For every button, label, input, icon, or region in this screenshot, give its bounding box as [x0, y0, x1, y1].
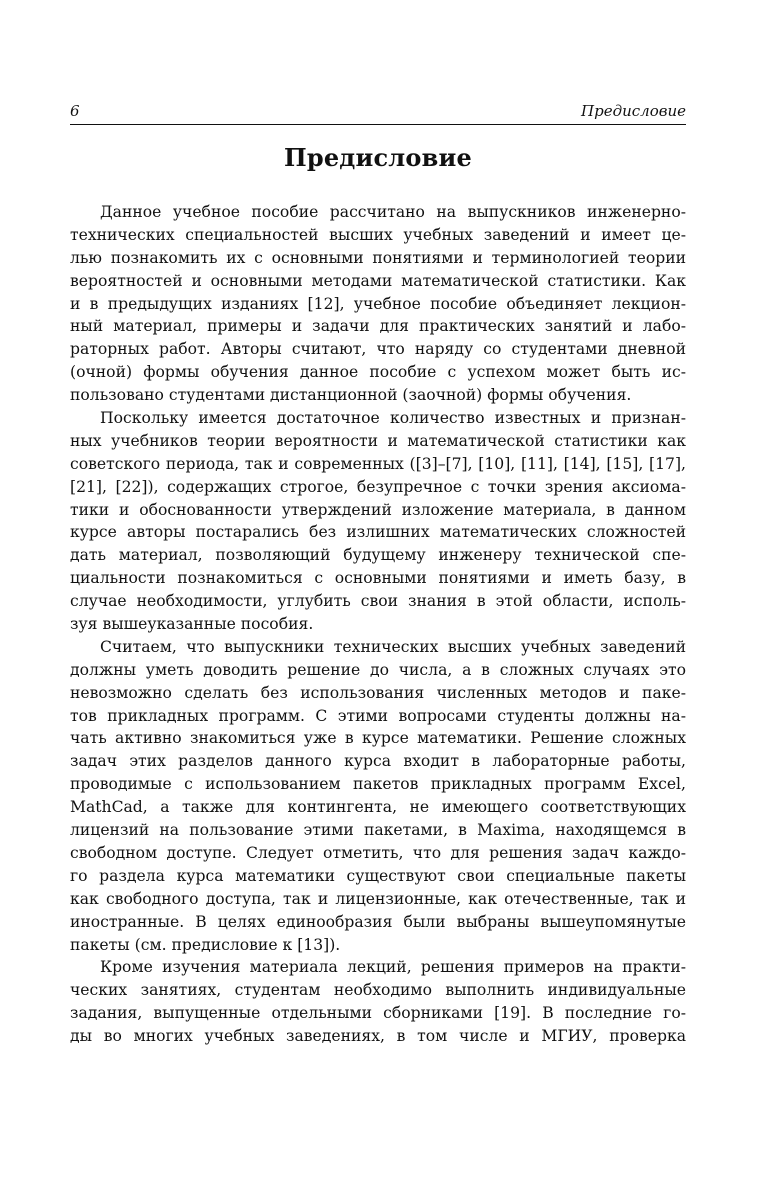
text-line: как свободного доступа, так и лицензионные, как отечественные, так и: [70, 889, 686, 908]
text-line: Поскольку имеется достаточное количество известных и признан-: [100, 409, 686, 428]
text-line: ный материал, примеры и задачи для практических занятий и лабо-: [70, 317, 686, 336]
text-line: чать активно знакомиться уже в курсе математики. Решение сложных: [70, 729, 686, 748]
page-number: 6: [70, 102, 80, 120]
text-line: го раздела курса математики существуют свои специальные пакеты: [70, 866, 686, 885]
paragraph: [70, 636, 686, 956]
text-line: должны уметь доводить решение до числа, а в сложных случаях это: [70, 660, 686, 679]
text-line: MathCad, а также для контингента, не имеющего соответствующих: [70, 798, 686, 817]
text-line: задания, выпущенные отдельными сборниками [19]. В последние го-: [70, 1004, 686, 1023]
text-line: проводимые с использованием пакетов прикладных программ Excel,: [70, 775, 686, 794]
paragraph: [70, 956, 686, 1048]
text-line: случае необходимости, углубить свои знания в этой области, исполь-: [70, 592, 686, 611]
text-line: дать материал, позволяющий будущему инженеру технической спе-: [70, 546, 686, 565]
text-line: и в предыдущих изданиях [12], учебное пособие объединяет лекцион-: [70, 294, 686, 313]
text-line: лью познакомить их с основными понятиями и терминологией теории: [70, 248, 686, 267]
text-line: пакеты (см. предисловие к [13]).: [70, 935, 341, 954]
body-text: [70, 201, 686, 1048]
text-line: [21], [22]), содержащих строгое, безупречное с точки зрения аксиома-: [70, 477, 686, 496]
text-line: тики и обоснованности утверждений изложение материала, в данном: [70, 500, 686, 519]
header-rule: [70, 124, 686, 125]
text-line: лицензий на пользование этими пакетами, в Maxima, находящемся в: [70, 821, 686, 840]
text-line: Кроме изучения материала лекций, решения примеров на практи-: [100, 958, 686, 977]
text-line: задач этих разделов данного курса входит в лабораторные работы,: [70, 752, 686, 771]
text-line: вероятностей и основными методами математической статистики. Как: [70, 271, 686, 290]
text-line: ды во многих учебных заведениях, в том числе и МГИУ, проверка: [70, 1027, 686, 1046]
text-line: (очной) формы обучения данное пособие с успехом может быть ис-: [70, 363, 686, 382]
text-line: ных учебников теории вероятности и математической статистики как: [70, 431, 686, 450]
text-line: иностранные. В целях единообразия были выбраны вышеупомянутые: [70, 912, 686, 931]
text-line: Считаем, что выпускники технических высших учебных заведений: [100, 637, 686, 656]
running-title: Предисловие: [581, 102, 686, 120]
chapter-title: Предисловие: [283, 143, 472, 172]
text-line: свободном доступе. Следует отметить, что для решения задач каждо-: [70, 843, 686, 862]
text-line: циальности познакомиться с основными понятиями и иметь базу, в: [70, 569, 686, 588]
text-line: зуя вышеуказанные пособия.: [70, 615, 314, 634]
text-line: курсе авторы постарались без излишних математических сложностей: [70, 523, 686, 542]
text-line: советского периода, так и современных ([3]–[7], [10], [11], [14], [15], [17],: [70, 454, 686, 473]
paragraph: [70, 407, 686, 636]
text-line: технических специальностей высших учебных заведений и имеет це-: [70, 225, 686, 244]
text-line: тов прикладных программ. С этими вопросами студенты должны на-: [70, 706, 686, 725]
text-line: ческих занятиях, студентам необходимо выполнить индивидуальные: [70, 981, 686, 1000]
paragraph: [70, 201, 686, 407]
text-line: Данное учебное пособие рассчитано на выпускников инженерно-: [100, 203, 686, 221]
text-line: пользовано студентами дистанционной (заочной) формы обучения.: [70, 386, 632, 405]
text-line: раторных работ. Авторы считают, что наряду со студентами дневной: [70, 340, 686, 359]
book-page: [70, 0, 686, 1182]
running-head: [70, 102, 686, 122]
text-line: невозможно сделать без использования численных методов и паке-: [70, 683, 686, 702]
